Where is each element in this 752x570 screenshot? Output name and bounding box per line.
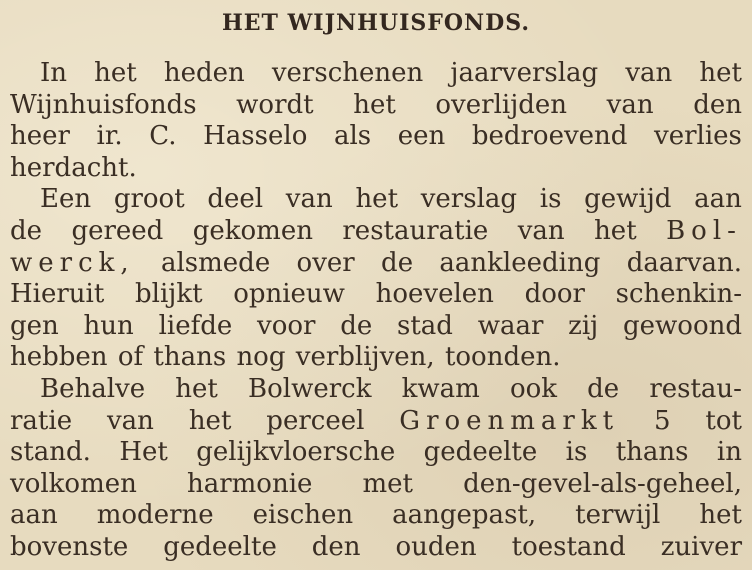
word: gedeelte (423, 437, 538, 468)
article-line (10, 311, 742, 343)
word: kwam (401, 373, 480, 404)
word: deel (207, 184, 264, 215)
word: de (10, 215, 43, 246)
word: verschenen (271, 58, 424, 88)
word: van (625, 58, 673, 88)
article-line (10, 248, 742, 280)
word: 5 (653, 405, 671, 436)
word: ratie (10, 405, 73, 436)
word: het (175, 373, 218, 404)
word: Groenmarkt (399, 405, 620, 436)
word: door (524, 279, 585, 310)
word: bedroevend (471, 121, 628, 152)
article-line (10, 121, 742, 153)
word: ouden (395, 531, 477, 562)
word: jaarverslag (450, 58, 599, 88)
word: alsmede (160, 247, 271, 278)
word: van (517, 215, 565, 246)
word: wordt (236, 89, 314, 120)
word: het (355, 184, 399, 215)
word: Wijnhuisfonds (10, 89, 197, 120)
word: thans (153, 342, 227, 373)
word: als (333, 121, 372, 152)
word: waar (477, 310, 544, 341)
word: werck, (10, 247, 135, 278)
word: gereed (71, 215, 164, 246)
article-line (10, 90, 742, 122)
article-line (10, 532, 742, 564)
article-body (10, 58, 742, 564)
word: aan (694, 184, 742, 215)
word: aangepast, (392, 500, 537, 531)
article-line (10, 184, 742, 216)
word: perceel (266, 405, 365, 436)
word: liefde (158, 310, 233, 341)
word: gekomen (192, 215, 313, 246)
word: heden (163, 58, 245, 88)
word: met (362, 468, 414, 499)
word: daarvan. (626, 247, 742, 278)
word: groot (113, 184, 185, 215)
word: thans (615, 437, 689, 468)
word: verslag (420, 184, 518, 215)
word: den (693, 89, 742, 120)
word: heer (10, 121, 70, 152)
word: herdacht. (10, 152, 137, 183)
word: aankleeding (439, 247, 601, 278)
word: het (594, 215, 637, 246)
word: gedeelte (163, 531, 277, 562)
article-line (10, 342, 742, 374)
word: den-gevel-als-geheel, (463, 468, 742, 499)
word: blijkt (134, 279, 203, 310)
article-headline: HET WIJNHUISFONDS. (222, 10, 530, 36)
article-line (10, 437, 742, 469)
word: de (381, 247, 414, 278)
word: nog (236, 342, 286, 373)
word: Bol- (666, 215, 742, 246)
word: hebben (10, 342, 108, 373)
word: Het (119, 437, 168, 468)
word: van (285, 184, 333, 215)
word: is (539, 184, 562, 215)
word: verlies (654, 121, 742, 152)
article-line (10, 279, 742, 311)
article-line (10, 374, 742, 406)
word: gewoond (623, 310, 742, 341)
word: over (296, 247, 355, 278)
word: verblijven, (295, 342, 435, 373)
word: Een (40, 184, 92, 215)
word: terwijl (575, 500, 661, 531)
word: voor (257, 310, 316, 341)
word: C. (149, 121, 177, 152)
word: stand. (10, 437, 91, 468)
article-line (10, 469, 742, 501)
word: stad (397, 310, 453, 341)
word: gewijd (584, 184, 672, 215)
word: in (716, 437, 742, 468)
word: toestand (511, 531, 626, 562)
word: aan (10, 500, 58, 531)
word: ook (509, 373, 557, 404)
word: restau- (649, 373, 742, 404)
word: overlijden (435, 89, 568, 120)
word: zij (568, 310, 599, 341)
article-line (10, 406, 742, 438)
word: het (188, 405, 232, 436)
word: het (94, 58, 137, 88)
word: opnieuw (233, 279, 345, 310)
word: gen (10, 310, 59, 341)
word: gelijkvloersche (196, 437, 396, 468)
word: de (587, 373, 620, 404)
word: bovenste (10, 531, 129, 562)
article-line (10, 216, 742, 248)
word: of (117, 342, 144, 373)
word: Behalve (40, 373, 146, 404)
article-line (10, 500, 742, 532)
word: van (106, 405, 154, 436)
word: eischen (252, 500, 354, 531)
word: Hasselo (203, 121, 308, 152)
word: tot (705, 405, 742, 436)
word: hoevelen (375, 279, 494, 310)
word: Bolwerck (248, 373, 372, 404)
word: het (699, 500, 742, 531)
word: hun (83, 310, 134, 341)
word: het (353, 89, 396, 120)
word: den (311, 531, 361, 562)
word: de (340, 310, 373, 341)
article-line (10, 58, 742, 90)
word: zuiver (660, 531, 742, 562)
word: is (565, 437, 588, 468)
word: Hieruit (10, 279, 105, 310)
word: In (40, 58, 68, 88)
word: volkomen (10, 468, 137, 499)
word: harmonie (186, 468, 313, 499)
article-line (10, 153, 742, 185)
word: het (699, 58, 742, 88)
word: van (606, 89, 654, 120)
word: toonden. (444, 342, 561, 373)
word: restauratie (342, 215, 489, 246)
word: moderne (96, 500, 214, 531)
word: een (397, 121, 446, 152)
word: schenkin- (615, 279, 742, 310)
word: ir. (96, 121, 123, 152)
